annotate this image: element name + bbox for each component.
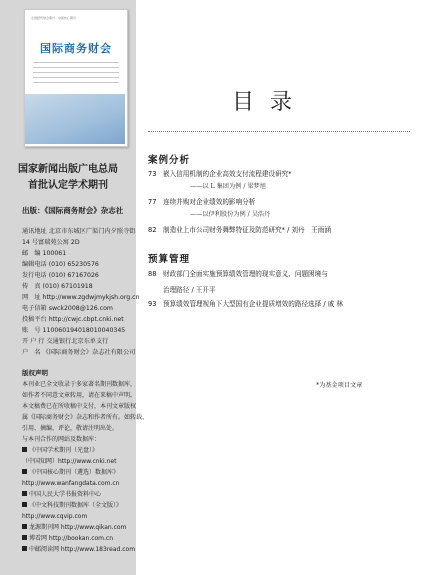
square-bullet-icon: [22, 447, 27, 452]
toc-entry-author: ——以 L 集团为例 / 梁梦旭: [190, 183, 266, 190]
toc-entry-page: 82: [148, 226, 157, 234]
info-line: 电子信箱 swck2008@126.com: [22, 305, 113, 312]
cover-text-lines: [33, 62, 119, 87]
notice-line: 本刊业已全文收录于多家著名期刊数据库，: [22, 381, 137, 388]
info-line: 开 户 行 交通银行北京东单支行: [22, 338, 109, 345]
notice-line: 引用、摘编、评论，敬请注明出处。: [22, 425, 119, 432]
toc-entry-author: ——以伊利股份为例 / 吴浩丹: [190, 211, 271, 218]
square-bullet-icon: [22, 546, 27, 551]
section-heading: 预算管理: [148, 254, 191, 265]
toc-entry-title: 制造业上市公司财务舞弊特征及防范研究* / 刘丹 王雨涵: [163, 226, 331, 234]
notice-line: http://www.cqvip.com: [22, 513, 88, 520]
square-bullet-icon: [22, 491, 27, 496]
toc-entry[interactable]: [148, 298, 343, 308]
info-line: 户 名 《国际商务财会》杂志社有限公司: [22, 349, 136, 356]
notice-line: 中国人民大学书报资料中心: [22, 489, 130, 500]
notice-line: http://www.wanfangdata.com.cn: [22, 480, 120, 487]
info-line: 编辑电话 (010) 65230576: [22, 261, 99, 268]
cover-top-note: 全国经贸财会期刊 · 中国核心期刊: [31, 16, 76, 20]
notice-line: 博看网 http://bookan.com.cn: [22, 533, 130, 544]
magazine-cover-image: [24, 9, 128, 147]
cover-title: 国际商务财会: [40, 42, 112, 55]
info-line: 投稿平台 http://cwjc.cbpt.cnki.net: [22, 316, 124, 323]
sidebar: [0, 0, 149, 575]
toc-entry-page: 93: [148, 300, 157, 308]
notice-line: 《中文科技期刊数据库（全文版）》: [22, 500, 130, 511]
info-line: 传 真 (010) 67101918: [22, 283, 93, 290]
notice-line: 本文稿费已在所收稿中支付，本刊文章版权: [22, 403, 137, 410]
square-bullet-icon: [22, 502, 27, 507]
cover-blue-graphic: [25, 94, 125, 144]
toc-entry-page: 73: [148, 170, 157, 178]
page-title: 目录: [232, 90, 309, 115]
notice-line: （中国知网）http://www.cnki.net: [22, 458, 117, 465]
notice-line: 《中国学术期刊（光盘）》: [22, 445, 130, 456]
funding-footnote: *为基金项目文章: [316, 382, 363, 389]
toc-entry-title: 嵌入信用机制的企业高效支付流程建设研究*: [163, 170, 292, 178]
notice-line: 如作者不同意文章转用，请在来稿中声明。: [22, 392, 137, 399]
copyright-notice-title: 版权声明: [22, 369, 48, 377]
toc-entry[interactable]: [148, 168, 292, 178]
publisher: 出版：《国际商务财会》杂志社: [22, 206, 124, 215]
approval-line-1: 国家新闻出版广电总局: [18, 164, 118, 175]
notice-line: 与本刊合作的网站及数据库：: [22, 436, 101, 443]
info-line: 14 号富瑞苑公寓 2D: [22, 239, 80, 246]
toc-entry[interactable]: [148, 224, 331, 234]
notice-line: 属《国际商务财会》杂志和作者所有。如转载、: [22, 414, 149, 421]
square-bullet-icon: [22, 535, 27, 540]
toc-entry-title: 财政部门全面实施预算绩效管理的现实意义、问题困境与: [163, 270, 328, 278]
title-divider: [148, 131, 410, 132]
info-line: 账 号 110060194018010040345: [22, 327, 126, 334]
approval-line-2: 首批认定学术期刊: [28, 180, 108, 191]
section-heading: 案例分析: [148, 155, 191, 166]
info-line: 网 址 http://www.zgdwjmykjsh.org.cn: [22, 294, 140, 301]
square-bullet-icon: [22, 469, 27, 474]
toc-entry[interactable]: [148, 196, 255, 206]
toc-entry[interactable]: [148, 268, 328, 278]
square-bullet-icon: [22, 524, 27, 529]
notice-line: 龙源期刊网 http://www.qikan.com: [22, 522, 130, 533]
notice-line: 《中国核心期刊（遴选）数据库》: [22, 467, 130, 478]
info-line: 通讯地址 北京市东城区广渠门内夕照寺街: [22, 228, 136, 235]
toc-entry-title: 预算绩效管理视角下大型国有企业提质增效的路径选择 / 戚 林: [163, 300, 343, 308]
toc-entry-page: 77: [148, 198, 157, 206]
info-line: 邮 编 100061: [22, 250, 67, 257]
toc-entry-page: 88: [148, 270, 157, 278]
toc-entry-title: 连续并购对企业绩效的影响分析: [163, 198, 256, 206]
notice-line: 中邮阅读网 http://www.183read.com: [22, 544, 130, 555]
info-line: 发行电话 (010) 67167026: [22, 272, 99, 279]
toc-entry-continuation: 治理路径 / 王开平: [163, 286, 216, 294]
